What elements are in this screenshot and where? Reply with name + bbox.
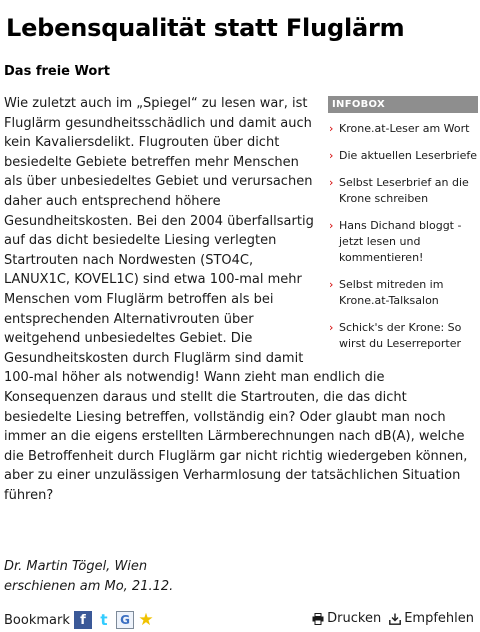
infobox-link-label: Die aktuellen Leserbriefe xyxy=(339,149,477,162)
footer-bar xyxy=(0,608,480,632)
infobox-link-label: Selbst mitreden im Krone.at-Talksalon xyxy=(339,278,444,307)
arrow-right-icon: › xyxy=(329,176,334,189)
section-label: Das freie Wort xyxy=(4,64,110,79)
arrow-right-icon: › xyxy=(329,122,334,135)
infobox-link-leserreporter[interactable] xyxy=(328,320,478,352)
infobox-link-label: Selbst Leserbrief an die Krone schreiben xyxy=(339,176,469,205)
google-icon[interactable]: G xyxy=(116,611,134,629)
infobox-link-leserbrief-schreiben[interactable] xyxy=(328,175,478,207)
article-content xyxy=(4,94,477,505)
infobox xyxy=(328,94,478,352)
facebook-icon[interactable]: f xyxy=(74,611,92,629)
recommend-button[interactable] xyxy=(389,611,474,626)
infobox-list xyxy=(328,121,478,352)
author-name: Dr. Martin Tögel, Wien xyxy=(4,559,148,574)
publish-date: erschienen am Mo, 21.12. xyxy=(4,578,174,594)
bookmark-icons xyxy=(74,611,155,629)
printer-icon xyxy=(312,613,324,625)
infobox-link-talksalon[interactable] xyxy=(328,277,478,309)
recommend-download-icon xyxy=(389,613,401,625)
arrow-right-icon: › xyxy=(329,321,334,334)
article-title: Lebensqualität statt Fluglärm xyxy=(6,14,405,42)
bookmark-label: Bookmark xyxy=(4,613,70,628)
infobox-link-leser-am-wort[interactable] xyxy=(328,121,478,137)
infobox-link-label: Krone.at-Leser am Wort xyxy=(339,122,470,135)
arrow-right-icon: › xyxy=(329,219,334,232)
infobox-header: INFOBOX xyxy=(328,96,478,113)
arrow-right-icon: › xyxy=(329,149,334,162)
article-actions xyxy=(312,611,474,626)
infobox-link-label: Hans Dichand bloggt - jetzt lesen und kommentieren! xyxy=(339,219,462,264)
infobox-link-aktuelle-leserbriefe[interactable] xyxy=(328,148,478,164)
infobox-link-label: Schick's der Krone: So wirst du Leserreporter xyxy=(339,321,462,350)
infobox-link-hans-dichand-blog[interactable] xyxy=(328,218,478,266)
twitter-icon[interactable]: t xyxy=(100,611,108,629)
recommend-label: Empfehlen xyxy=(404,611,474,626)
arrow-right-icon: › xyxy=(329,278,334,291)
favorite-star-icon[interactable]: ★ xyxy=(138,610,154,630)
author-block xyxy=(4,557,173,596)
article-body: Wie zuletzt auch im „Spiegel“ zu lesen war, ist Fluglärm gesundheitsschädlich und damit auch kein Kavaliersdelikt. Flugrouten über dicht besiedelte Gebiete betreffen mehr Menschen als über unbesiedeltes Gebiet und verursachen daher auch entsprechend höhere Gesundheitskosten. Bei den 2004 überfallsartig auf das dicht besiedelte Liesing verlegten Startrouten nach Nordwesten (STO4C, LANUX1C, KOVEL1C) sind etwa 100-mal mehr Menschen vom Fluglärm betroffen als bei entsprechenden Alternativrouten über weitgehend unbesiedeltes Gebiet. Die Gesundheitskosten durch Fluglärm sind damit 100-mal höher als notwendig! Wann zieht man endlich die Konsequenzen daraus und stellt die Startrouten, die das dicht besiedelte Liesing betreffen, vollständig ein? Oder glaubt man noch immer an die eigens erstellten Lärmberechnungen nach dB(A), welche die Betroffenheit durch Fluglärm gar nicht richtig wiedergeben können, aber zu einer unzulässigen Verharmlosung der tatsächlichen Situation führen? xyxy=(4,96,468,503)
print-label: Drucken xyxy=(327,611,382,626)
print-button[interactable] xyxy=(312,611,381,626)
